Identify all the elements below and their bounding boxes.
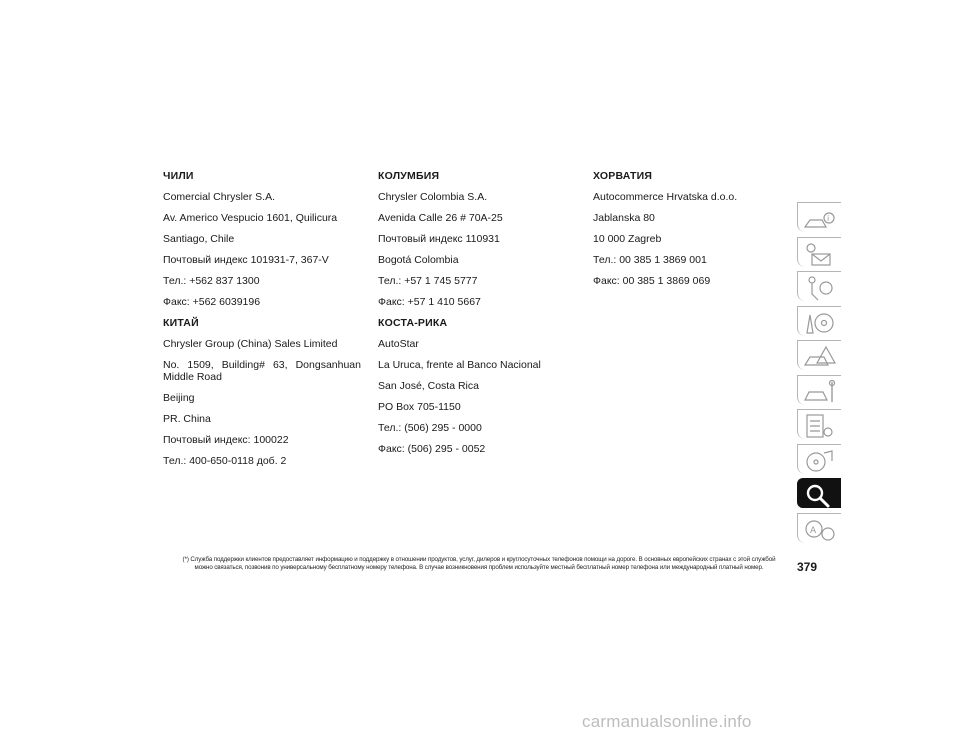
chapter-tab[interactable] bbox=[797, 409, 841, 439]
address-line: PR. China bbox=[163, 413, 211, 425]
address-line: Почтовый индекс: 100022 bbox=[163, 434, 289, 446]
address-line: Факс: +57 1 410 5667 bbox=[378, 296, 481, 308]
address-line: Факс: (506) 295 - 0052 bbox=[378, 443, 486, 455]
address-line: No. 1509, Building# 63, Dongsanhuan Middle Road bbox=[163, 359, 361, 383]
chapter-tab[interactable] bbox=[797, 237, 841, 267]
footnote: (*) Служба поддержки клиентов предоставляет информацию и поддержку в отношении продуктов, услуг, дилеров и круглосуточных телефонов помощи на дороге. В основных европейских странах с этой службой можно связаться, позвонив по универсальному бесплатному номеру телефона. В случае возникновения проблем используйте местный бесплатный номер телефона или международный платный номер. bbox=[182, 556, 776, 571]
country-section bbox=[593, 170, 791, 287]
chapter-tab[interactable] bbox=[797, 340, 841, 370]
chapter-tab[interactable] bbox=[797, 202, 841, 232]
address-line: AutoStar bbox=[378, 338, 419, 350]
address-line: La Uruca, frente al Banco Nacional bbox=[378, 359, 541, 371]
address-line: Почтовый индекс 101931-7, 367-V bbox=[163, 254, 329, 266]
country-section bbox=[378, 170, 576, 308]
chapter-tab[interactable] bbox=[797, 478, 841, 508]
address-line: Факс: 00 385 1 3869 069 bbox=[593, 275, 711, 287]
address-line: Chrysler Colombia S.A. bbox=[378, 191, 488, 203]
country-heading: ХОРВАТИЯ bbox=[593, 170, 653, 182]
address-line: Тел.: 400-650-0118 доб. 2 bbox=[163, 455, 287, 467]
country-heading: КОСТА-РИКА bbox=[378, 317, 448, 329]
address-line: Тел.: +57 1 745 5777 bbox=[378, 275, 478, 287]
chapter-tab[interactable] bbox=[797, 271, 841, 301]
address-line: Av. Americo Vespucio 1601, Quilicura bbox=[163, 212, 338, 224]
address-line: Почтовый индекс 110931 bbox=[378, 233, 500, 245]
address-line: 10 000 Zagreb bbox=[593, 233, 662, 245]
watermark: carmanualsonline.info bbox=[582, 712, 752, 731]
chapter-tab[interactable] bbox=[797, 444, 841, 474]
svg-text:A: A bbox=[810, 525, 817, 536]
svg-text:i: i bbox=[827, 214, 830, 223]
address-line: Santiago, Chile bbox=[163, 233, 235, 245]
country-heading: КИТАЙ bbox=[163, 317, 199, 329]
country-section bbox=[163, 170, 361, 308]
address-line: Chrysler Group (China) Sales Limited bbox=[163, 338, 338, 350]
chapter-tab[interactable] bbox=[797, 513, 841, 543]
country-heading: ЧИЛИ bbox=[163, 170, 194, 182]
address-line: San José, Costa Rica bbox=[378, 380, 479, 392]
address-line: Факс: +562 6039196 bbox=[163, 296, 261, 308]
chapter-tab-sidebar bbox=[797, 202, 841, 547]
page-number: 379 bbox=[797, 560, 818, 574]
address-line: Autocommerce Hrvatska d.o.o. bbox=[593, 191, 738, 203]
address-line: Comercial Chrysler S.A. bbox=[163, 191, 276, 203]
address-line: PO Box 705-1150 bbox=[378, 401, 461, 413]
address-line: Jablanska 80 bbox=[593, 212, 655, 224]
address-line: Bogotá Colombia bbox=[378, 254, 459, 266]
address-line: Avenida Calle 26 # 70A-25 bbox=[378, 212, 503, 224]
column-1 bbox=[163, 170, 361, 476]
column-2 bbox=[378, 170, 576, 464]
country-heading: КОЛУМБИЯ bbox=[378, 170, 440, 182]
chapter-tab[interactable] bbox=[797, 375, 841, 405]
chapter-tab[interactable] bbox=[797, 306, 841, 336]
address-line: Тел.: 00 385 1 3869 001 bbox=[593, 254, 707, 266]
column-3 bbox=[593, 170, 791, 296]
address-line: Тел.: +562 837 1300 bbox=[163, 275, 260, 287]
country-section bbox=[163, 317, 361, 467]
address-line: Тел.: (506) 295 - 0000 bbox=[378, 422, 482, 434]
address-line: Beijing bbox=[163, 392, 195, 404]
country-section bbox=[378, 317, 576, 455]
